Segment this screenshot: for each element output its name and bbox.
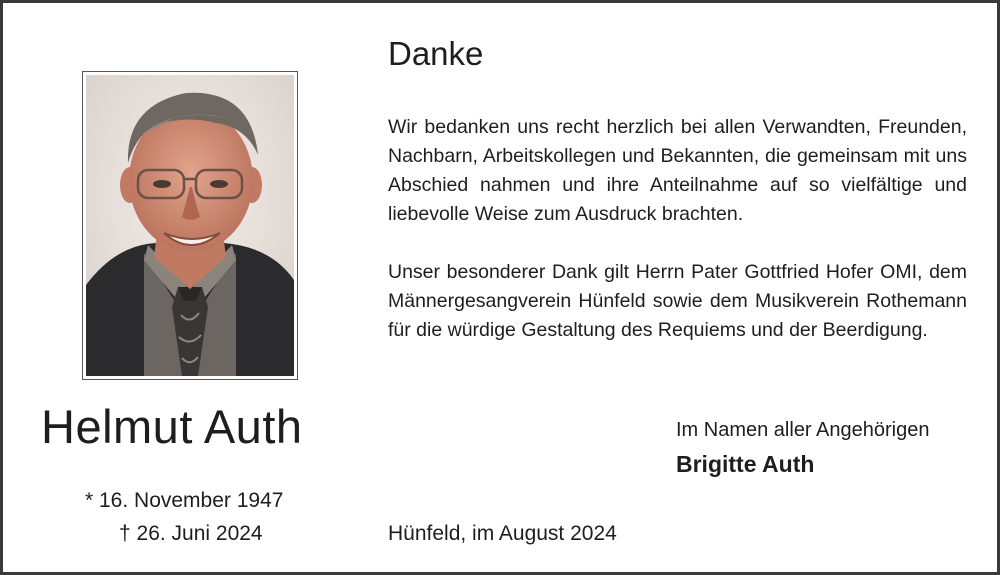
death-date: † 26. Juni 2024	[119, 522, 263, 545]
signer-name: Brigitte Auth	[676, 451, 815, 477]
notice-title: Danke	[388, 35, 484, 72]
thanks-paragraph-2: Unser besonderer Dank gilt Herrn Pater Gottfried Hofer OMI, dem Männergesangverein Hünfeld sowie dem Musikverein Rothemann für die würdige Gestaltung des Requiems und der Beerdigung.	[388, 261, 967, 341]
portrait-photo-frame	[82, 71, 298, 380]
thanks-paragraph-1: Wir bedanken uns recht herzlich bei allen Verwandten, Freunden, Nachbarn, Arbeitskollegen und Bekannten, die gemeinsam mit uns Abschied nahmen und ihre Anteilnahme auf so vielfältige und liebevolle Weise zum Ausdruck brachten.	[388, 116, 967, 225]
deceased-name: Helmut Auth	[41, 400, 303, 453]
place-date: Hünfeld, im August 2024	[388, 522, 617, 545]
birth-date: * 16. November 1947	[85, 489, 284, 512]
portrait-photo	[86, 75, 294, 376]
signoff-text: Im Namen aller Angehörigen	[676, 419, 930, 441]
